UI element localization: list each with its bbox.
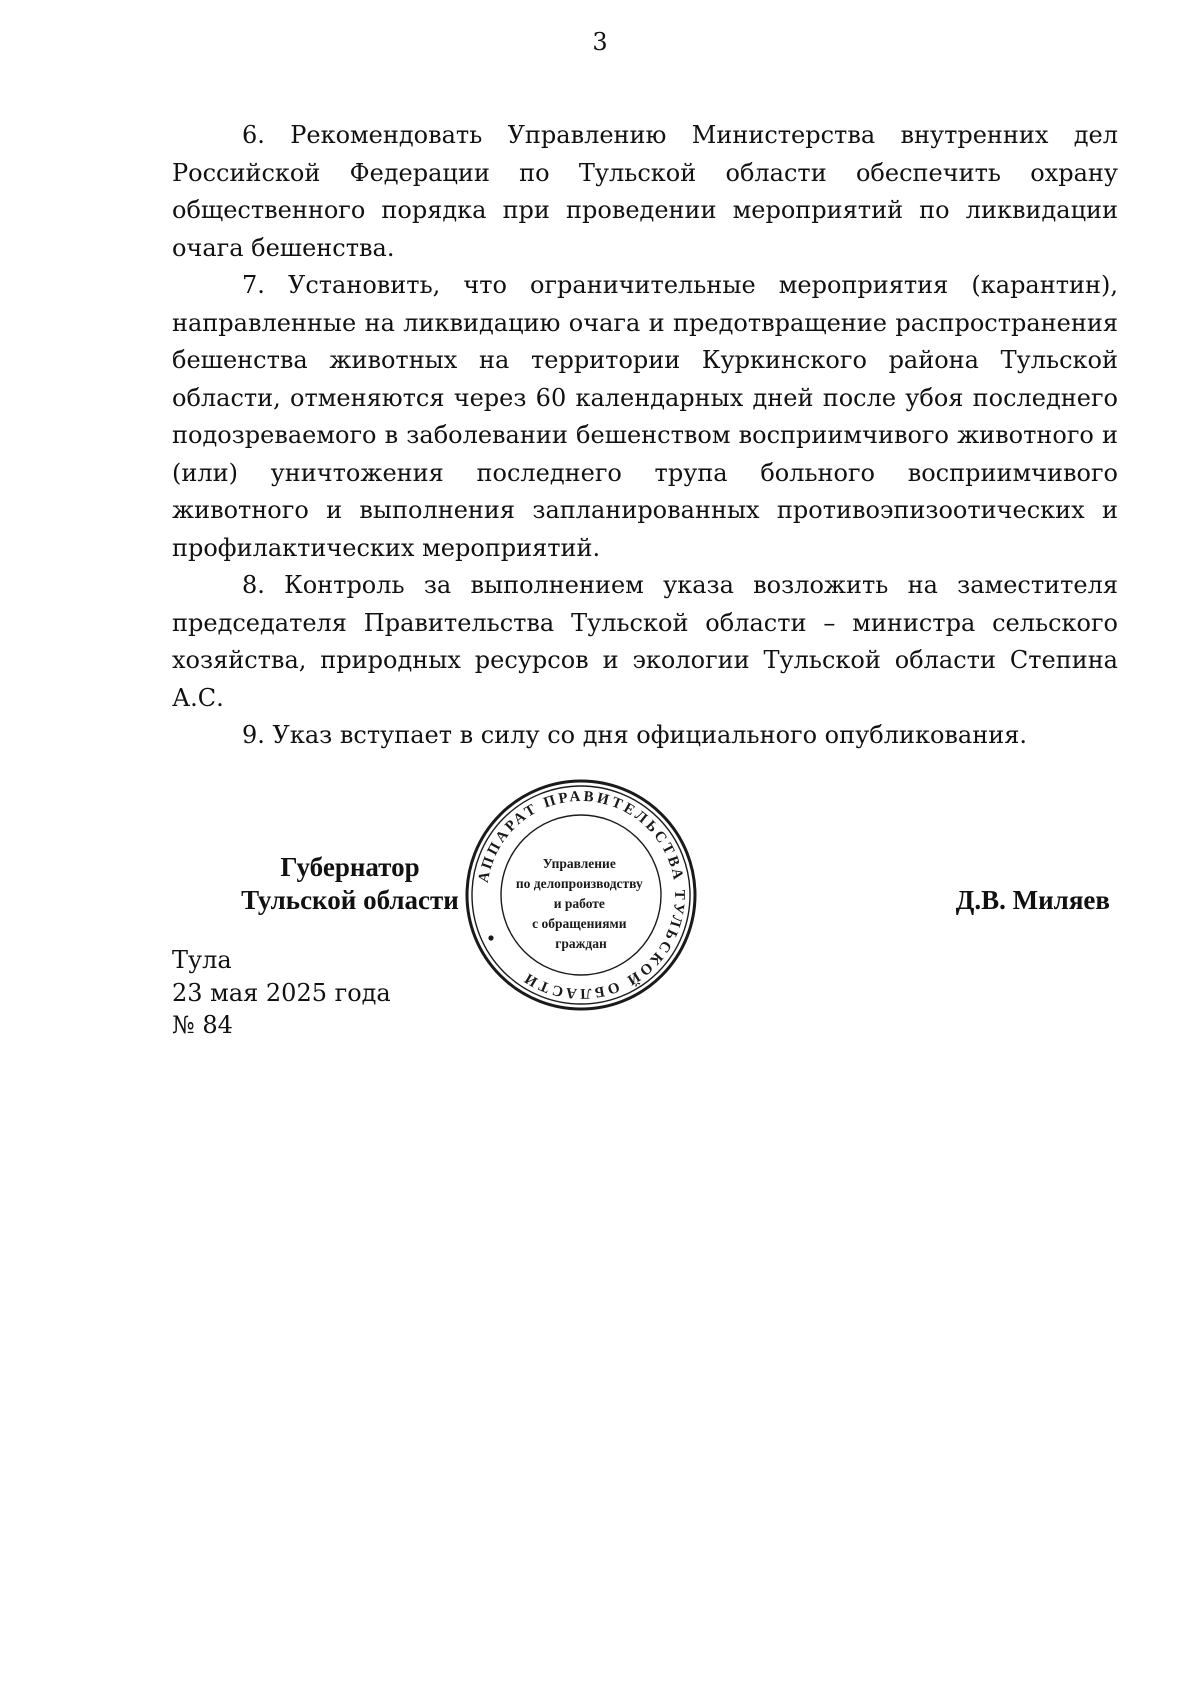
signatory-title [230,851,470,917]
seal-line-5: граждан [555,936,607,951]
paragraph-9: 9. Указ вступает в силу со дня официального опубликования. [242,721,1027,749]
seal-line-4: с обращениями [532,916,627,931]
svg-text:АППАРАТ ПРАВИТЕЛЬСТВА ТУЛЬСКОЙ [476,789,687,1001]
signatory-title-line-1: Губернатор [280,852,420,882]
document-number: № 84 [172,1011,233,1039]
seal-dot-icon [488,935,493,940]
place: Тула [172,946,232,974]
paragraph-7: 7. Установить, что ограничительные мероприятия (карантин), направленные на ликвидацию очага и предотвращение распространения бешенства животных на территории Куркинского района Тульской области, отменяются через 60 календарных дней после убоя последнего подозреваемого в заболевании бешенством восприимчивого животного и (или) уничтожения последнего трупа больного восприимчивого животного и выполнения запланированных противоэпизоотических и профилактических мероприятий. [172,271,1118,562]
seal-line-2: по делопроизводству [515,876,643,891]
seal-line-3: и работе [553,896,605,911]
signatory-title-line-2: Тульской области [241,885,459,915]
seal-line-1: Управление [542,856,616,871]
svg-text:Управление по делопроизвод [516,856,646,951]
paragraph-8: 8. Контроль за выполнением указа возложить на заместителя председателя Правительства Тульской области – министра сельского хозяйства, природных ресурсов и экологии Тульской области Степина А.С. [172,571,1118,712]
page-number: 3 [592,28,608,56]
signatory-name: Д.В. Миляев [955,885,1110,915]
date: 23 мая 2025 года [172,978,391,1007]
decree-body [172,117,1118,755]
official-seal-stamp [464,778,698,1012]
paragraph-6: 6. Рекомендовать Управлению Министерства внутренних дел Российской Федерации по Тульской области обеспечить охрану общественного порядка при проведении мероприятий по ликвидации очага бешенства. [172,121,1118,262]
place-date-number [172,944,391,1042]
seal-outer-text: АППАРАТ ПРАВИТЕЛЬСТВА ТУЛЬСКОЙ ОБЛАСТИ [475,788,688,1002]
